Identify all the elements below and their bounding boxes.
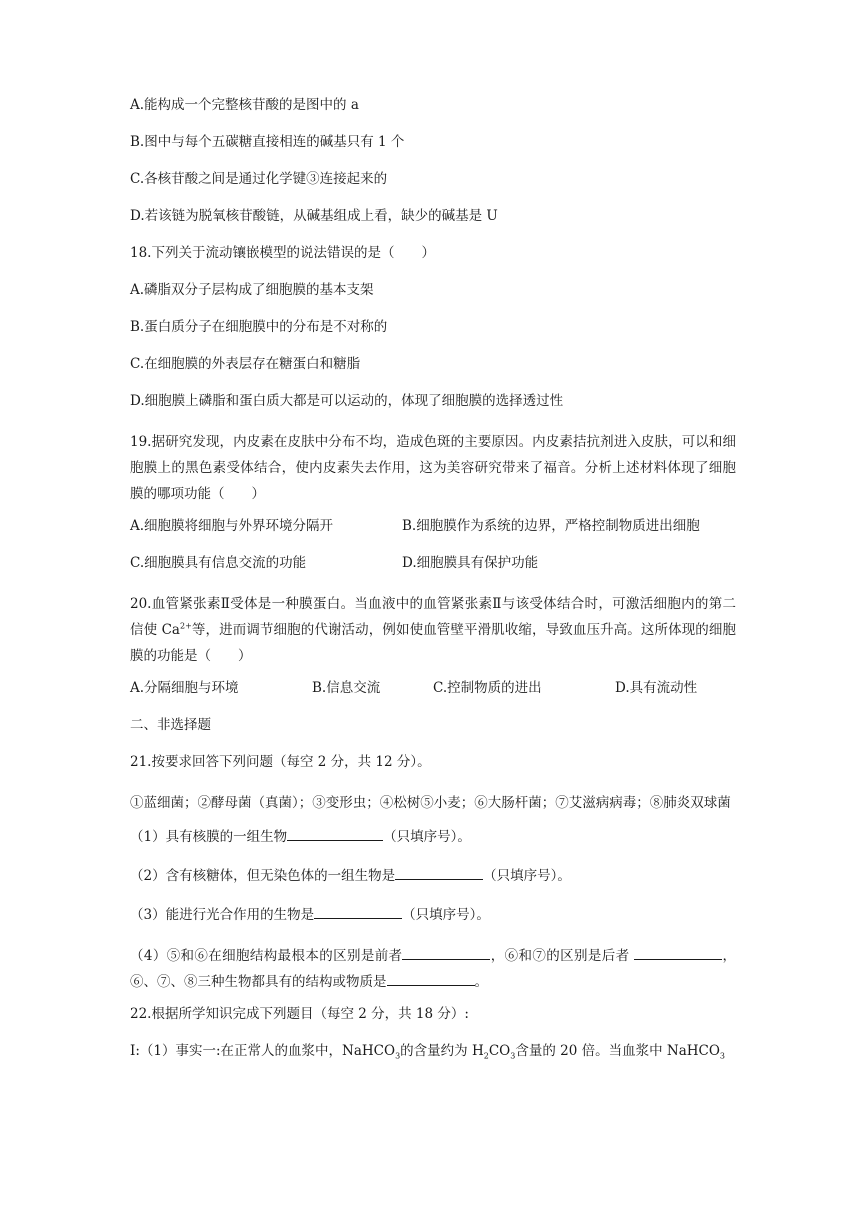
answer-blank[interactable] [287, 826, 383, 841]
q21-part-3: （3）能进行光合作用的生物是 （只填序号）。 [130, 904, 736, 924]
q21-part-2: （2）含有核糖体，但无染色体的一组生物是 （只填序号）。 [130, 865, 736, 885]
q19-option-b: B.细胞膜作为系统的边界，严格控制物质进出细胞 [402, 518, 700, 534]
q19-option-a: A.细胞膜将细胞与外界环境分隔开 [130, 518, 334, 534]
q20-option-a: A.分隔细胞与环境 [130, 680, 239, 696]
q20-stem-pre: 20.血管紧张素Ⅱ受体是一种膜蛋白。当血液中的血管紧张素Ⅱ与该受体结合时，可激活细胞内的第二信使 Ca [130, 596, 736, 638]
q19-option-c: C.细胞膜具有信息交流的功能 [130, 555, 307, 571]
answer-blank[interactable] [387, 971, 475, 986]
q18-option-d: D.细胞膜上磷脂和蛋白质大都是可以运动的，体现了细胞膜的选择透过性 [130, 393, 564, 409]
q20-stem [130, 591, 736, 669]
q18-option-c: C.在细胞膜的外表层存在糖蛋白和糖脂 [130, 356, 361, 372]
answer-blank[interactable] [634, 945, 722, 960]
q20-stem-post: 等，进而调节细胞的代谢活动，例如使血管壁平滑肌收缩，导致血压升高。这所体现的细胞膜的功能是（ ） [130, 622, 737, 664]
q21-stem: 21.按要求回答下列问题（每空 2 分，共 12 分）。 [130, 754, 431, 770]
q20-option-d: D.具有流动性 [615, 680, 698, 696]
q20-option-b: B.信息交流 [312, 680, 381, 696]
q17-option-d: D.若该链为脱氧核苷酸链，从碱基组成上看，缺少的碱基是 U [130, 208, 498, 224]
q17-option-a: A.能构成一个完整核苷酸的是图中的 a [130, 97, 359, 113]
q21-organism-list: ①蓝细菌；②酵母菌（真菌）；③变形虫；④松树⑤小麦；⑥大肠杆菌；⑦艾滋病病毒；⑧肺炎双球菌 [130, 795, 731, 811]
q22-fact-1: I:（1）事实一:在正常人的血浆中，NaHCO$_3$的含量约为 $H_2CO_3$含量的 20 倍。当血浆中 NaHCO$_3$ [130, 1043, 726, 1061]
q21-part-4: （4）⑤和⑥在细胞结构最根本的区别是前者 ，⑥和⑦的区别是后者 ，⑥、⑦、⑧三种生物都具有的结构或物质是 。 [130, 943, 736, 995]
answer-blank[interactable] [314, 904, 402, 919]
q21-part-1: （1）具有核膜的一组生物 （只填序号）。 [130, 826, 736, 846]
q17-option-c: C.各核苷酸之间是通过化学键③连接起来的 [130, 171, 388, 187]
section-heading: 二、非选择题 [130, 717, 211, 733]
q20-options-row [130, 679, 736, 697]
answer-blank[interactable] [395, 865, 483, 880]
q19-option-d: D.细胞膜具有保护功能 [402, 555, 539, 571]
q19-options-row-1 [130, 517, 736, 535]
q22-stem: 22.根据所学知识完成下列题目（每空 2 分，共 18 分）: [130, 1006, 469, 1022]
q17-option-b: B.图中与每个五碳糖直接相连的碱基只有 1 个 [130, 134, 405, 150]
answer-blank[interactable] [402, 945, 490, 960]
q19-stem: 19.据研究发现，内皮素在皮肤中分布不均，造成色斑的主要原因。内皮素拮抗剂进入皮肤，可以和细胞膜上的黑色素受体结合，使内皮素失去作用，这为美容研究带来了福音。分析上述材料体现了细胞膜的哪项功能（ ） [130, 434, 736, 502]
q20-option-c: C.控制物质的进出 [433, 680, 542, 696]
exam-page [130, 96, 736, 1079]
q19-options-row-2 [130, 554, 736, 572]
q18-option-a: A.磷脂双分子层构成了细胞膜的基本支架 [130, 282, 374, 298]
q20-stem-superscript: 2+ [180, 621, 192, 631]
q18-stem: 18.下列关于流动镶嵌模型的说法错误的是（ ） [130, 245, 435, 261]
q18-option-b: B.蛋白质分子在细胞膜中的分布是不对称的 [130, 319, 388, 335]
